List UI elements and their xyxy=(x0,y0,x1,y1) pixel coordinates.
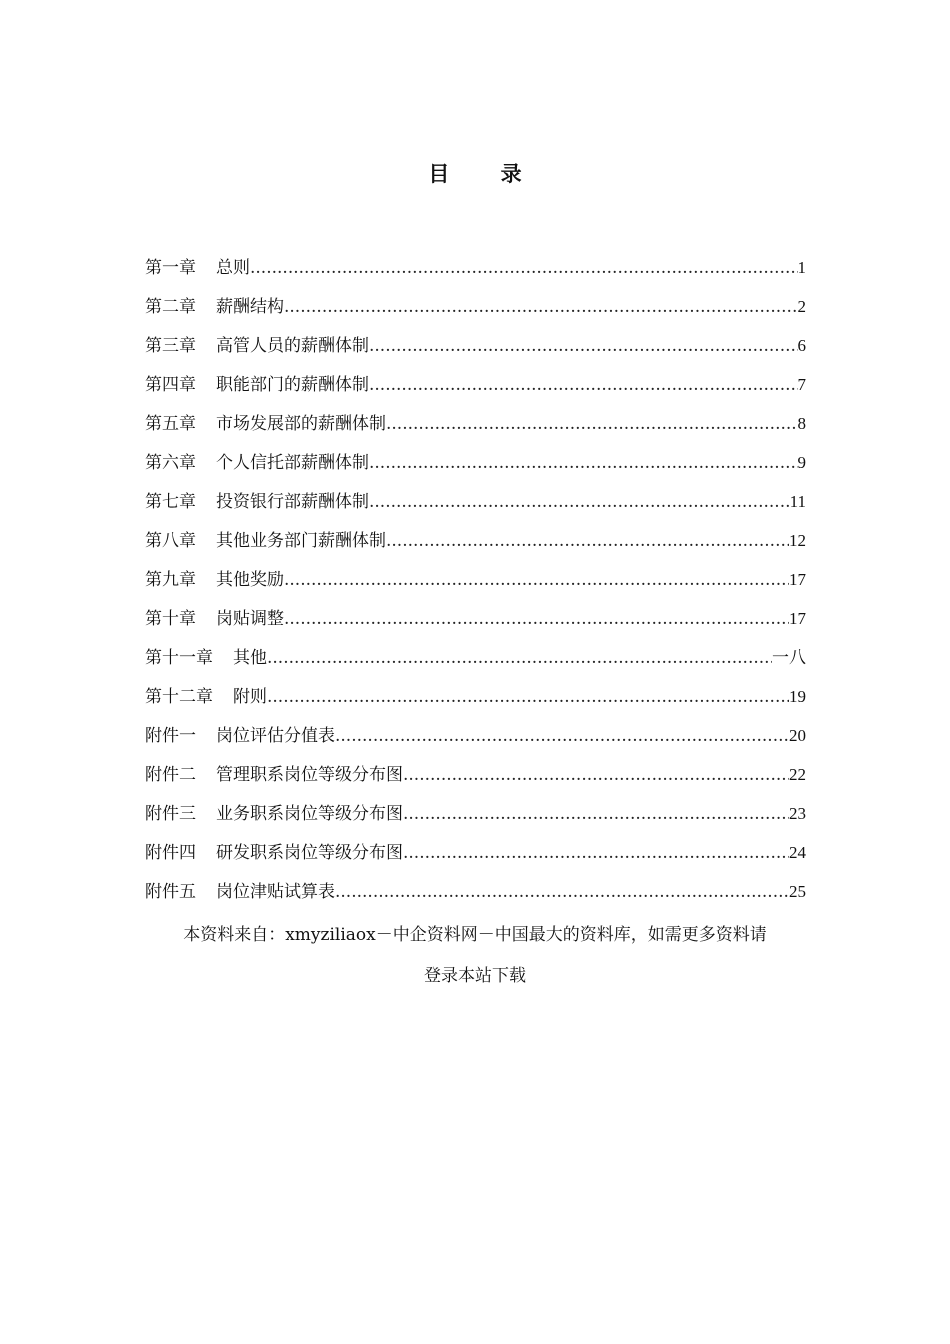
toc-page-number: 11 xyxy=(789,492,806,511)
toc-entry-title: 其他 xyxy=(233,648,267,668)
toc-entry-title: 个人信托部薪酬体制 xyxy=(216,453,369,473)
toc-entry-title: 市场发展部的薪酬体制 xyxy=(216,414,386,434)
dot-leader xyxy=(284,288,798,327)
dot-leader xyxy=(386,405,798,444)
toc-entry xyxy=(145,287,806,326)
toc-entry xyxy=(145,443,806,482)
toc-entry-title: 薪酬结构 xyxy=(216,297,284,317)
toc-page-number: 2 xyxy=(797,297,806,316)
toc-chapter-label: 第三章 xyxy=(145,336,196,356)
toc-entry xyxy=(145,404,806,443)
dot-leader xyxy=(369,327,798,366)
toc-entry-title: 投资银行部薪酬体制 xyxy=(216,492,369,512)
toc-chapter-label: 第十二章 xyxy=(145,687,213,707)
toc-entry xyxy=(145,521,806,560)
source-note-line-1: 本资料来自：xmyziliaox－中企资料网－中国最大的资料库，如需更多资料请 xyxy=(183,925,767,945)
toc-entry xyxy=(145,755,806,794)
toc-page-number: 1 xyxy=(797,258,806,277)
source-note-line-2: 登录本站下载 xyxy=(424,966,526,986)
toc-page-number: 7 xyxy=(797,375,806,394)
toc-entry-title: 其他奖励 xyxy=(216,570,284,590)
toc-entry xyxy=(145,482,806,521)
dot-leader xyxy=(369,483,790,522)
toc-chapter-label: 第七章 xyxy=(145,492,196,512)
toc-chapter-label: 第十章 xyxy=(145,609,196,629)
toc-entry-title: 岗位津贴试算表 xyxy=(216,882,335,902)
toc-entry-title: 附则 xyxy=(233,687,267,707)
toc-chapter-label: 第八章 xyxy=(145,531,196,551)
toc-page-number: 24 xyxy=(789,843,806,862)
toc-entry xyxy=(145,365,806,404)
toc-entry xyxy=(145,872,806,911)
toc-page-number: 20 xyxy=(789,726,806,745)
toc-page-number: 23 xyxy=(789,804,806,823)
toc-chapter-label: 附件二 xyxy=(145,765,196,785)
toc-entry-title: 业务职系岗位等级分布图 xyxy=(216,804,403,824)
toc-chapter-label: 附件三 xyxy=(145,804,196,824)
dot-leader xyxy=(369,366,798,405)
toc-entry xyxy=(145,599,806,638)
toc-entry xyxy=(145,677,806,716)
dot-leader xyxy=(267,678,789,717)
toc-entry-title: 岗贴调整 xyxy=(216,609,284,629)
toc-chapter-label: 第十一章 xyxy=(145,648,213,668)
toc-entry xyxy=(145,326,806,365)
toc-page-number: 19 xyxy=(789,687,806,706)
toc-entry xyxy=(145,716,806,755)
toc-entry-title: 岗位评估分值表 xyxy=(216,726,335,746)
toc-entry-title: 研发职系岗位等级分布图 xyxy=(216,843,403,863)
toc-entry-title: 总则 xyxy=(216,258,250,278)
toc-chapter-label: 附件一 xyxy=(145,726,196,746)
dot-leader xyxy=(403,795,789,834)
toc-chapter-label: 第四章 xyxy=(145,375,196,395)
toc-chapter-label: 第六章 xyxy=(145,453,196,473)
dot-leader xyxy=(335,717,789,756)
toc-page-number: 9 xyxy=(797,453,806,472)
toc-page-number: 8 xyxy=(797,414,806,433)
toc-entry xyxy=(145,560,806,599)
toc-entry-title: 高管人员的薪酬体制 xyxy=(216,336,369,356)
toc-chapter-label: 第九章 xyxy=(145,570,196,590)
toc-chapter-label: 附件四 xyxy=(145,843,196,863)
toc-page-number: 17 xyxy=(789,570,806,589)
toc-title: 目 录 xyxy=(428,161,544,186)
dot-leader xyxy=(267,639,772,678)
dot-leader xyxy=(369,444,798,483)
toc-entry-title: 管理职系岗位等级分布图 xyxy=(216,765,403,785)
toc-chapter-label: 第一章 xyxy=(145,258,196,278)
dot-leader xyxy=(250,249,798,288)
toc-page-number: 22 xyxy=(789,765,806,784)
toc-chapter-label: 第二章 xyxy=(145,297,196,317)
toc-entry xyxy=(145,794,806,833)
toc-chapter-label: 第五章 xyxy=(145,414,196,434)
toc-entry-title: 职能部门的薪酬体制 xyxy=(216,375,369,395)
dot-leader xyxy=(284,600,789,639)
dot-leader xyxy=(386,522,789,561)
toc-entry xyxy=(145,833,806,872)
toc-page-number: 25 xyxy=(789,882,806,901)
toc-page-number: 6 xyxy=(797,336,806,355)
toc-entry xyxy=(145,638,806,677)
toc-page-number: 一八 xyxy=(772,648,806,667)
dot-leader xyxy=(284,561,789,600)
toc-list xyxy=(145,248,806,911)
toc-page-number: 17 xyxy=(789,609,806,628)
toc-chapter-label: 附件五 xyxy=(145,882,196,902)
toc-entry xyxy=(145,248,806,287)
dot-leader xyxy=(403,756,789,795)
dot-leader xyxy=(403,834,789,873)
toc-entry-title: 其他业务部门薪酬体制 xyxy=(216,531,386,551)
dot-leader xyxy=(335,873,789,912)
toc-page-number: 12 xyxy=(789,531,806,550)
